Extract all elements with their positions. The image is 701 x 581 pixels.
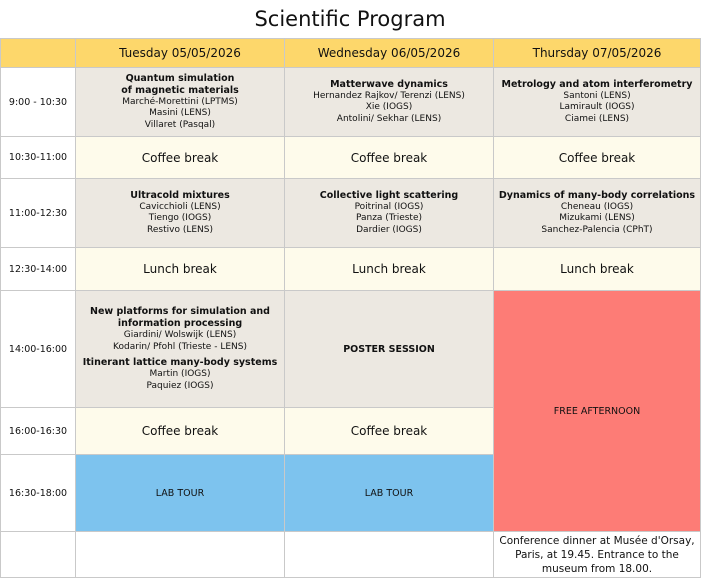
free-afternoon-cell (494, 291, 701, 532)
corner-cell (1, 39, 76, 68)
time-label: 16:00-16:30 (1, 408, 76, 455)
break-cell: Coffee break (285, 408, 494, 455)
speaker: Martin (IOGS) (149, 369, 211, 379)
slot-row (1, 248, 701, 291)
time-label: 10:30-11:00 (1, 137, 76, 179)
session-title: Dynamics of many-body correlations (498, 189, 696, 201)
session-title: Itinerant lattice many-body systems (82, 357, 278, 368)
session-title: Quantum simulation (125, 72, 235, 84)
session-cell (285, 179, 494, 248)
speaker: Sanchez-Palencia (CPhT) (541, 224, 653, 235)
speaker: Restivo (LENS) (147, 224, 213, 235)
break-cell: Lunch break (285, 248, 494, 291)
session-cell (494, 68, 701, 137)
session-cell (494, 179, 701, 248)
time-label: 9:00 - 10:30 (1, 68, 76, 137)
session-title: of magnetic materials (121, 84, 239, 96)
speaker: Xie (IOGS) (365, 102, 413, 113)
time-label: 11:00-12:30 (1, 179, 76, 248)
break-cell: Lunch break (494, 248, 701, 291)
session-title: Metrology and atom interferometry (501, 78, 693, 90)
session-title: Ultracold mixtures (130, 189, 230, 201)
slot-row (1, 137, 701, 179)
poster-session-label: POSTER SESSION (343, 343, 435, 355)
session-cell (285, 68, 494, 137)
time-label: 14:00-16:00 (1, 291, 76, 408)
session-title: Matterwave dynamics (330, 78, 448, 90)
break-cell: Lunch break (76, 248, 285, 291)
break-cell: Coffee break (76, 408, 285, 455)
slot-row (1, 291, 701, 408)
day-header-wednesday: Wednesday 06/05/2026 (285, 39, 494, 68)
empty-cell (285, 532, 494, 578)
speaker: Villaret (Pasqal) (144, 119, 216, 130)
time-label: 12:30-14:00 (1, 248, 76, 291)
empty-cell (76, 532, 285, 578)
slot-row (1, 68, 701, 137)
slot-row (1, 532, 701, 578)
time-label: 16:30-18:00 (1, 455, 76, 532)
day-header-thursday: Thursday 07/05/2026 (494, 39, 701, 68)
speaker: Masini (LENS) (149, 108, 211, 119)
lab-tour-cell: LAB TOUR (76, 455, 285, 532)
session-title: information processing (117, 318, 243, 329)
speaker: Panza (Trieste) (355, 213, 423, 224)
free-afternoon-label: FREE AFTERNOON (553, 405, 641, 417)
break-cell: Coffee break (285, 137, 494, 179)
speaker: Poitrinal (IOGS) (354, 201, 424, 212)
speaker: Cavicchioli (LENS) (139, 201, 221, 212)
program-table (0, 38, 701, 578)
speaker: Mizukami (LENS) (559, 213, 635, 224)
break-cell: Coffee break (494, 137, 701, 179)
dinner-note: Conference dinner at Musée d'Orsay, Paris, at 19.45. Entrance to the museum from 18.00. (499, 534, 695, 575)
speaker: Giardini/ Wolswijk (LENS) (123, 330, 237, 340)
lab-tour-cell: LAB TOUR (285, 455, 494, 532)
speaker: Dardier (IOGS) (356, 224, 422, 235)
page-title: Scientific Program (0, 0, 700, 39)
session-cell (76, 68, 285, 137)
day-header-tuesday: Tuesday 05/05/2026 (76, 39, 285, 68)
time-label (1, 532, 76, 578)
speaker: Kodarin/ Pfohl (Trieste - LENS) (113, 341, 247, 352)
header-row (1, 39, 701, 68)
speaker: Lamirault (IOGS) (559, 102, 635, 113)
speaker: Antolini/ Sekhar (LENS) (336, 113, 442, 124)
poster-session-cell (285, 291, 494, 408)
speaker: Marché-Morettini (LPTMS) (122, 96, 238, 107)
session-title: Collective light scattering (319, 189, 459, 201)
slot-row (1, 179, 701, 248)
speaker: Paquiez (IOGS) (146, 380, 214, 391)
speaker: Ciamei (LENS) (564, 113, 630, 124)
speaker: Tiengo (IOGS) (148, 213, 212, 224)
session-cell (76, 179, 285, 248)
session-cell (76, 291, 285, 408)
break-cell: Coffee break (76, 137, 285, 179)
session-title: New platforms for simulation and (90, 306, 270, 317)
speaker: Hernandez Rajkov/ Terenzi (LENS) (313, 90, 465, 101)
speaker: Santoni (LENS) (563, 90, 631, 101)
speaker: Cheneau (IOGS) (560, 201, 634, 212)
dinner-cell (494, 532, 701, 578)
